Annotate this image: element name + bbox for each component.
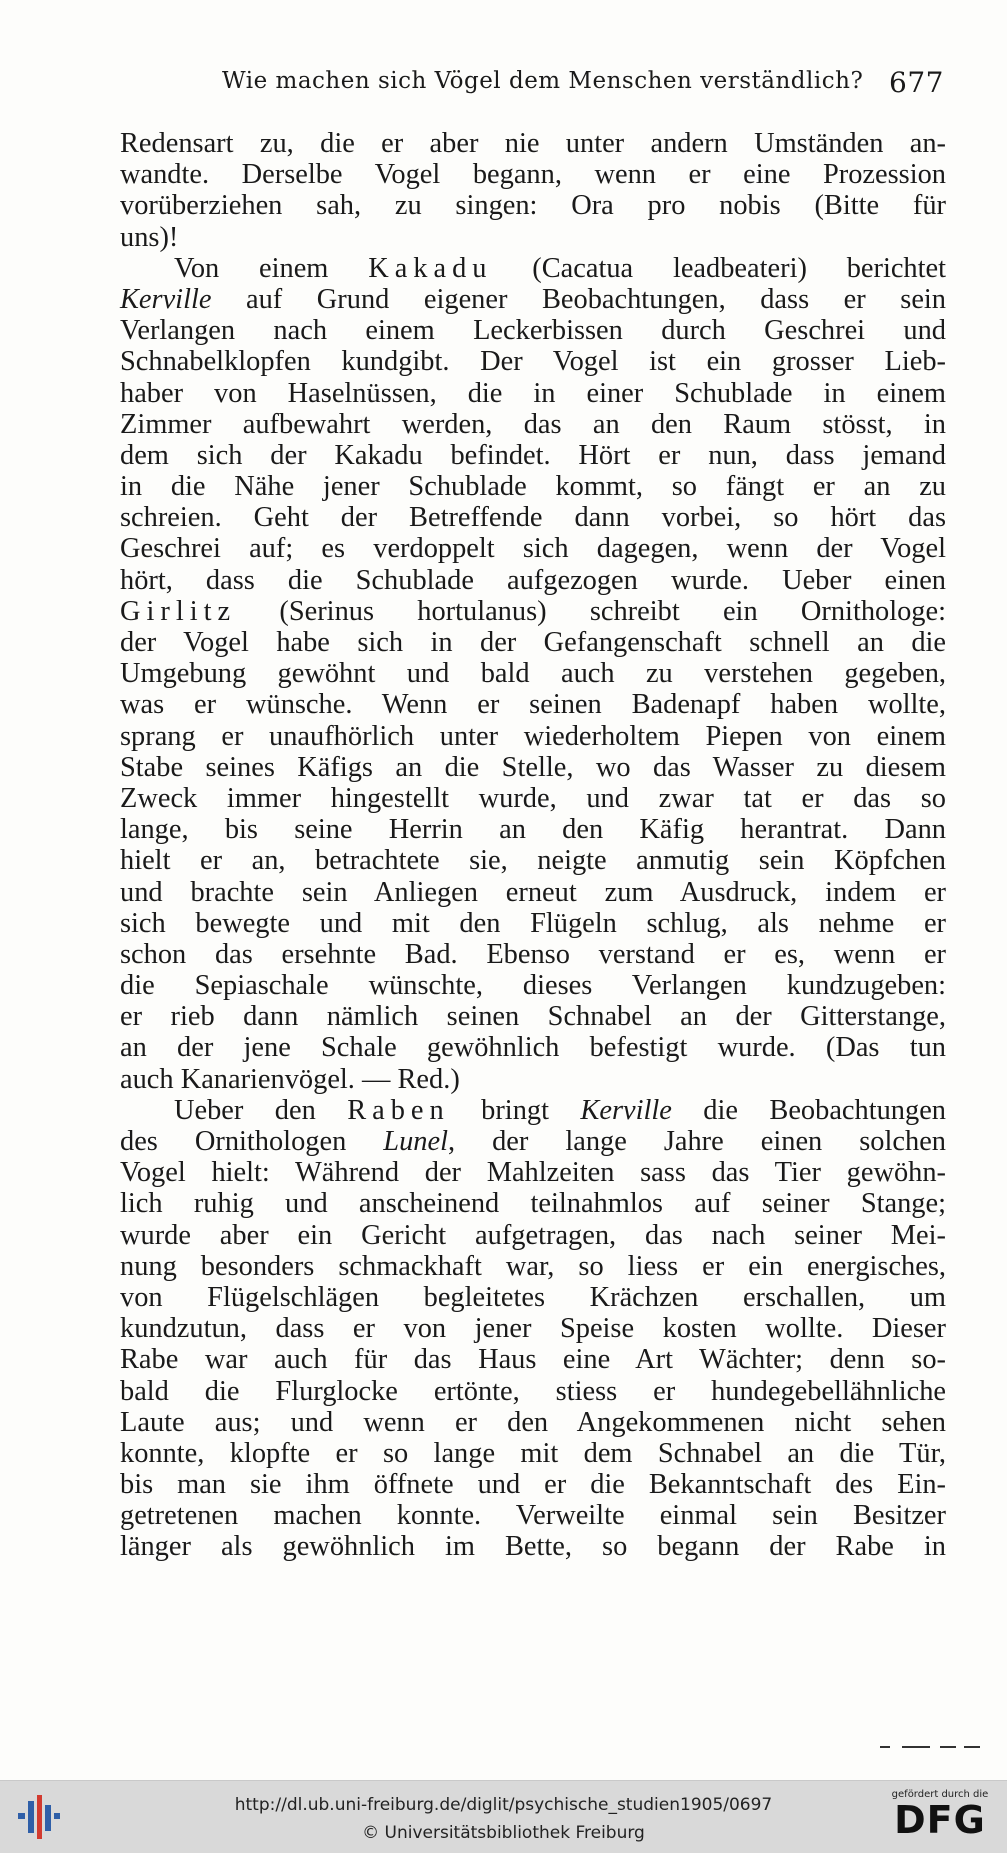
text-segment: Stabe seines Käfigs an die Stelle, wo das Wasser zu diesem: [120, 751, 946, 783]
text-line: [120, 1064, 946, 1095]
text-segment: die Beobachtungen: [671, 1094, 946, 1126]
text-segment: der Vogel habe sich in der Gefangenschaft schnell an die: [120, 627, 946, 658]
text-segment: vorüberziehen sah, zu singen: Ora pro nobis (Bitte für: [120, 190, 946, 222]
running-title: Wie machen sich Vögel dem Menschen verständlich?: [222, 68, 864, 94]
dfg-wordmark: DFG: [894, 1798, 986, 1842]
text-segment: wurde aber ein Gericht aufgetragen, das nach seiner Mei-: [120, 1219, 946, 1251]
text-segment: nung besonders schmackhaft war, so liess er ein energisches,: [120, 1250, 946, 1282]
text-segment: lange, bis seine Herrin an den Käfig herantrat. Dann: [120, 814, 946, 846]
text-line: [120, 721, 946, 752]
text-segment: des Ornithologen: [120, 1126, 384, 1157]
text-segment: Umgebung gewöhnt und bald auch zu verstehen gegeben,: [120, 658, 946, 690]
text-segment: Zweck immer hingestellt wurde, und zwar tat er das so: [120, 782, 946, 814]
text-line: [120, 877, 946, 908]
italic-name: Kerville: [120, 283, 212, 315]
text-line: [120, 565, 946, 596]
text-line: [120, 1251, 946, 1282]
text-line: [120, 1188, 946, 1219]
footer-bar: [0, 1780, 1007, 1853]
text-line: [120, 222, 946, 253]
text-segment: hielt er an, betrachtete sie, neigte anmutig sein Köpfchen: [120, 845, 946, 877]
text-segment: schon das ersehnte Bad. Ebenso verstand er es, wenn er: [120, 938, 946, 970]
text-line: [120, 1344, 946, 1375]
text-segment: haber von Haselnüssen, die in einer Schublade in einem: [120, 377, 946, 409]
text-segment: er rieb dann nämlich seinen Schnabel an der Gitterstange,: [120, 1001, 946, 1033]
text-segment: sprang er unaufhörlich unter wiederholtem Piepen von einem: [120, 720, 946, 752]
text-segment: schreien. Geht der Betreffende dann vorbei, so hört das: [120, 502, 946, 534]
text-segment: uns)!: [120, 221, 179, 253]
page-number: 677: [889, 66, 944, 99]
text-line: [120, 471, 946, 502]
text-line: [120, 440, 946, 471]
text-segment: Zimmer aufbewahrt werden, das an den Raum stösst, in: [120, 408, 946, 440]
text-segment: bis man sie ihm öffnete und er die Bekanntschaft des Ein-: [120, 1469, 946, 1501]
text-line: [120, 908, 946, 939]
text-line: [120, 502, 946, 533]
text-line: [120, 939, 946, 970]
text-line: [120, 159, 946, 190]
spaced-emphasis: Raben: [347, 1094, 450, 1126]
italic-name: Kerville: [580, 1094, 672, 1126]
text-segment: kundzutun, dass er von jener Speise kosten wollte. Dieser: [120, 1313, 946, 1345]
text-line: [120, 315, 946, 346]
text-line: [120, 1220, 946, 1251]
text-line: [120, 1313, 946, 1344]
text-line: [120, 533, 946, 564]
text-segment: konnte, klopfte er so lange mit dem Schnabel an die Tür,: [120, 1437, 946, 1469]
text-line: [120, 1157, 946, 1188]
text-line: [120, 253, 946, 284]
text-segment: lich ruhig und anscheinend teilnahmlos auf seiner Stange;: [120, 1188, 946, 1220]
spaced-emphasis: Kakadu: [368, 252, 493, 284]
text-segment: bald die Flurglocke ertönte, stiess er hundegebellähnliche: [120, 1375, 946, 1407]
text-line: [120, 1001, 946, 1032]
text-segment: Schnabelklopfen kundgibt. Der Vogel ist ein grosser Lieb-: [120, 346, 946, 378]
text-segment: , der lange Jahre einen solchen: [447, 1126, 946, 1157]
bottom-rule-marks: [880, 1746, 980, 1748]
body-text: [120, 128, 946, 1563]
text-line: [120, 814, 946, 845]
text-segment: hört, dass die Schublade aufgezogen wurde. Ueber einen: [120, 564, 946, 596]
text-segment: (Serinus hortulanus) schreibt ein Ornithologe:: [236, 595, 946, 627]
copyright-notice: © Universitätsbibliothek Freiburg: [362, 1823, 645, 1843]
text-segment: auf Grund eigener Beobachtungen, dass er sein: [211, 283, 946, 315]
text-line: [120, 284, 946, 315]
text-line: [120, 409, 946, 440]
text-line: [120, 1500, 946, 1531]
running-head: [222, 66, 944, 100]
text-segment: Rabe war auch für das Haus eine Art Wächter; denn so-: [120, 1344, 946, 1376]
text-segment: auch Kanarienvögel. — Red.): [120, 1063, 460, 1095]
text-segment: Von einem: [174, 252, 369, 284]
text-segment: an der jene Schale gewöhnlich befestigt wurde. (Das tun: [120, 1032, 946, 1064]
text-line: [120, 845, 946, 876]
text-segment: bringt: [449, 1094, 581, 1126]
text-segment: und brachte sein Anliegen erneut zum Ausdruck, indem er: [120, 876, 946, 908]
text-line: [120, 128, 946, 159]
text-segment: in die Nähe jener Schublade kommt, so fängt er an zu: [120, 471, 946, 503]
text-line: [120, 689, 946, 720]
text-line: [120, 1032, 946, 1063]
text-segment: Ueber den: [174, 1094, 348, 1126]
dfg-funding-text: gefördert durch die: [891, 1789, 989, 1800]
text-segment: die Sepiaschale wünschte, dieses Verlangen kundzugeben:: [120, 970, 946, 1002]
text-line: [120, 627, 946, 658]
text-line: [120, 783, 946, 814]
text-line: [120, 1469, 946, 1500]
text-line: [120, 596, 946, 627]
text-segment: getretenen machen konnte. Verweilte einmal sein Besitzer: [120, 1500, 946, 1532]
text-line: [120, 1095, 946, 1126]
dfg-logo: [884, 1789, 996, 1847]
text-segment: Redensart zu, die er aber nie unter andern Umständen an-: [120, 128, 946, 159]
text-line: [120, 378, 946, 409]
text-line: [120, 658, 946, 689]
text-line: [120, 970, 946, 1001]
text-segment: Geschrei auf; es verdoppelt sich dagegen, wenn der Vogel: [120, 533, 946, 565]
text-line: [120, 1438, 946, 1469]
text-segment: von Flügelschlägen begleitetes Krächzen erschallen, um: [120, 1281, 946, 1313]
text-line: [120, 1407, 946, 1438]
text-segment: was er wünsche. Wenn er seinen Badenapf haben wollte,: [120, 689, 946, 721]
text-segment: Laute aus; und wenn er den Angekommenen nicht sehen: [120, 1406, 946, 1438]
text-segment: Verlangen nach einem Leckerbissen durch Geschrei und: [120, 315, 946, 347]
text-line: [120, 1282, 946, 1313]
text-segment: (Cacatua leadbeateri) berichtet: [492, 252, 947, 284]
text-line: [120, 1531, 946, 1562]
text-segment: Vogel hielt: Während der Mahlzeiten sass das Tier gewöhn-: [120, 1157, 946, 1189]
source-url-link[interactable]: http://dl.ub.uni-freiburg.de/diglit/psychische_studien1905/0697: [234, 1795, 773, 1815]
spaced-emphasis: Girlitz: [120, 595, 237, 627]
text-line: [120, 752, 946, 783]
text-line: [120, 346, 946, 377]
text-line: [120, 1126, 946, 1157]
text-segment: dem sich der Kakadu befindet. Hört er nun, dass jemand: [120, 439, 946, 471]
text-segment: wandte. Derselbe Vogel begann, wenn er eine Prozession: [120, 159, 946, 191]
text-line: [120, 1376, 946, 1407]
text-segment: sich bewegte und mit den Flügeln schlug, als nehme er: [120, 907, 946, 939]
text-segment: länger als gewöhnlich im Bette, so begann der Rabe in: [120, 1531, 946, 1563]
italic-name: Lunel: [383, 1126, 448, 1157]
text-line: [120, 190, 946, 221]
